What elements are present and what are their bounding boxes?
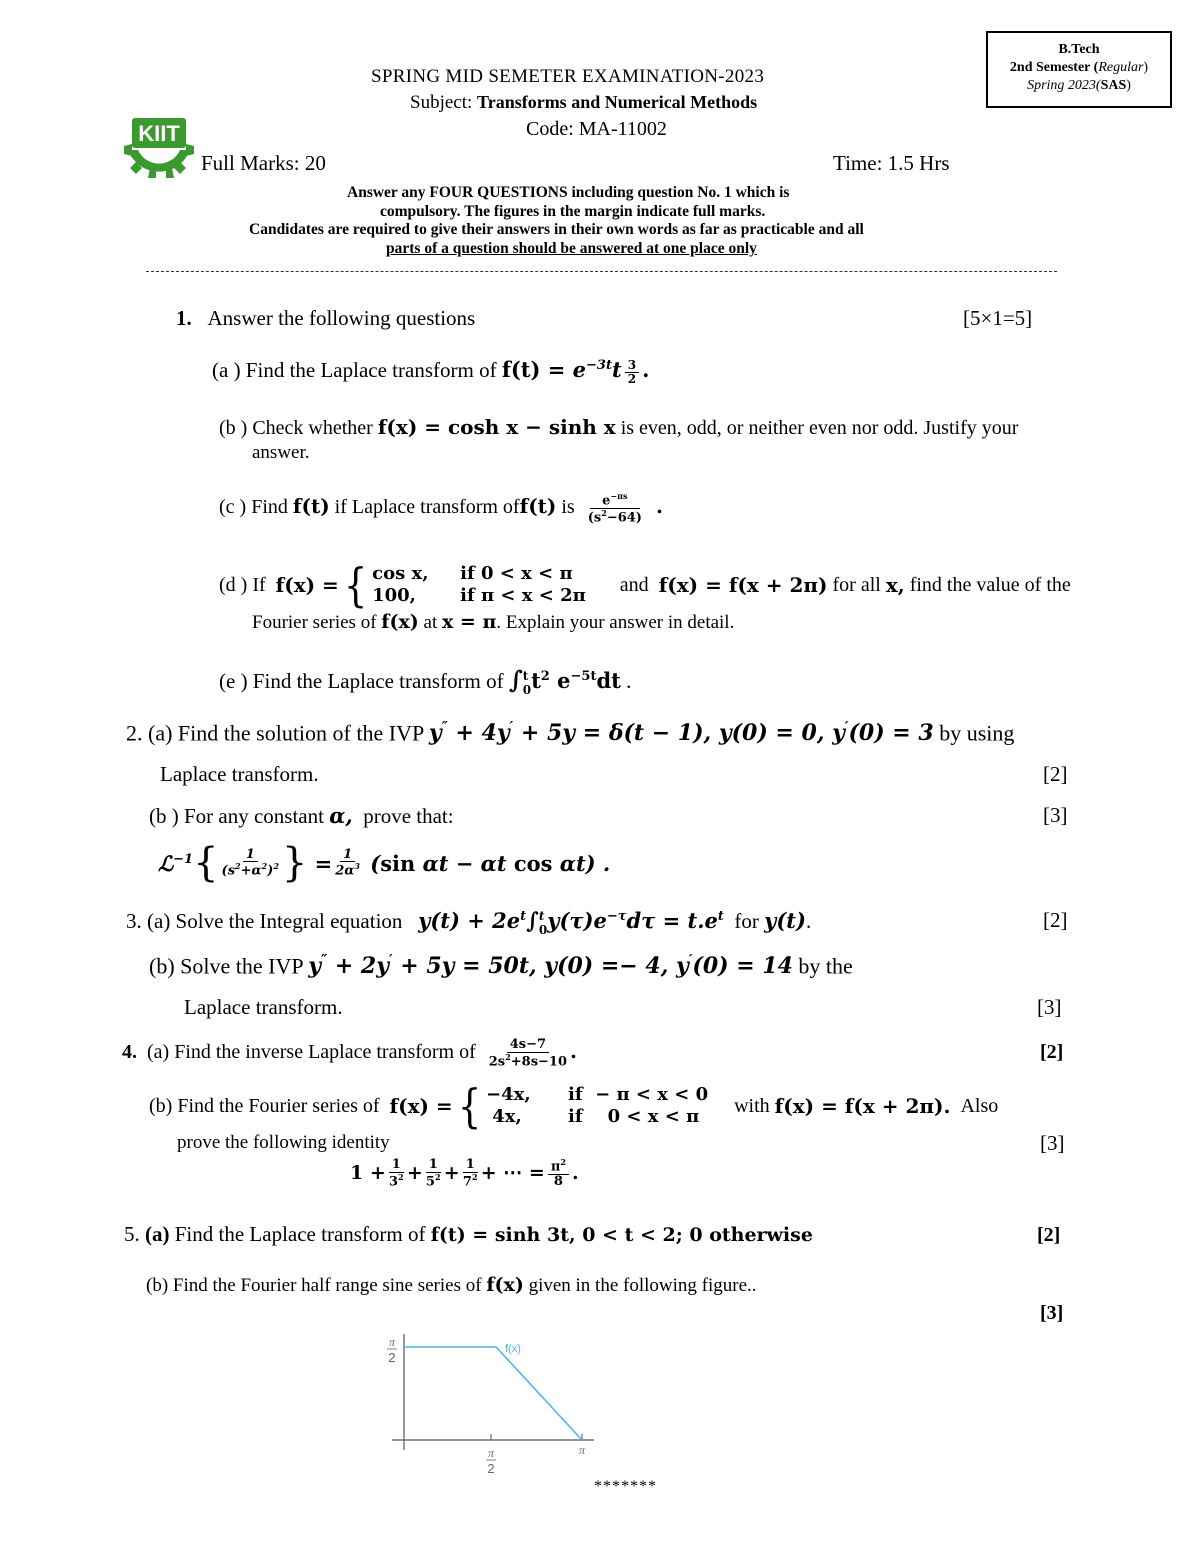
series-label: f(x) — [505, 1343, 521, 1355]
q1-part-b: (b ) Check whether f(x) = cosh x − sinh x is even, odd, or neither even nor odd. Justify your — [219, 415, 1019, 439]
q1-part-b-cont: answer. — [252, 442, 310, 463]
course-semester: 2nd Semester (Regular) — [1009, 60, 1149, 75]
q1-heading: 1. Answer the following questions — [176, 306, 476, 330]
instructions-line-4: parts of a question should be answered at one place only — [386, 240, 757, 257]
y-tick-num: π — [388, 1335, 396, 1349]
q2-identity: ℒ$^{-1}$ { $\frac{1}{(s^2+\alpha^2)^2}$ } = $\frac{1}{2\alpha^3}$ (sin αt − αt cos αt) . — [158, 840, 611, 886]
exam-title: SPRING MID SEMETER EXAMINATION-2023 — [371, 66, 765, 87]
q2-part-a-cont: Laplace transform. — [160, 762, 319, 786]
q1-part-c: (c ) Find f(t) if Laplace transform off(t) is $\frac{e^{-\pi s}}{(s^2-64)}$ . — [219, 491, 663, 526]
course-session: Spring 2023(SAS) — [1027, 78, 1131, 93]
kiit-logo-graphic — [114, 116, 204, 184]
exam-time: Time: 1.5 Hrs — [833, 151, 950, 175]
q3-part-b: (b) Solve the IVP y″ + 2y′ + 5y = 50t, y(0) =− 4, y′(0) = 14 by the — [149, 953, 853, 980]
q4-identity: 1 + $\frac{1}{3^2}$ + $\frac{1}{5^2}$ + $\frac{1}{7^2}$ + ⋯ = $\frac{\pi^2}{8}$ . — [350, 1157, 579, 1189]
q2-part-b: (b ) For any constant α, prove that: — [149, 803, 454, 828]
f-curve — [404, 1347, 582, 1440]
full-marks: Full Marks: 20 — [201, 151, 326, 175]
q1-part-d-cont: Fourier series of f(x) at x = π. Explain your answer in detail. — [252, 611, 735, 633]
q2-part-a: 2. (a) Find the solution of the IVP y″ + 4y′ + 5y = δ(t − 1), y(0) = 0, y′(0) = 3 by using — [126, 720, 1015, 747]
q4-part-a-marks: [2] — [1040, 1041, 1064, 1063]
q1-part-d: (d ) If f(x) = { cos x, if 0 < x < π 100, if π < x < 2π and f(x) = f(x + 2π) for all x, find the value of the — [219, 558, 1071, 612]
instructions-line-3: Candidates are required to give their answers in their own words as far as practicable and all — [249, 221, 864, 238]
q4-part-b-marks: [3] — [1040, 1131, 1065, 1155]
q4-part-a: 4. (a) Find the inverse Laplace transform of $\frac{4s-7}{2s^2+8s-10}$ . — [122, 1037, 577, 1069]
q3-part-a-marks: [2] — [1043, 908, 1068, 932]
q4-part-b-cont: prove the following identity — [177, 1132, 390, 1153]
q3-part-b-cont: Laplace transform. — [184, 995, 343, 1019]
q2-part-a-marks: [2] — [1043, 762, 1068, 786]
course-code: Code: MA-11002 — [526, 118, 667, 140]
q2-part-b-marks: [3] — [1043, 803, 1068, 827]
q1-part-a: (a ) Find the Laplace transform of $f(t) = e^{-3t}t$ $\frac{3}{2}$ . — [212, 357, 650, 386]
separator-line — [146, 271, 1057, 272]
subject-line: Subject: Transforms and Numerical Methods — [410, 92, 758, 113]
x-tick-mid-num: π — [487, 1446, 495, 1460]
x-tick-mid-den: 2 — [487, 1461, 495, 1476]
q5-part-a-marks: [2] — [1037, 1224, 1061, 1246]
q5-part-a: 5. (a) Find the Laplace transform of f(t) = sinh 3t, 0 < t < 2; 0 otherwise — [124, 1222, 813, 1246]
course-program: B.Tech — [1058, 42, 1100, 57]
q5-part-b-marks: [3] — [1040, 1302, 1064, 1324]
function-plot — [372, 1330, 612, 1480]
instructions-line-2: compulsory. The figures in the margin indicate full marks. — [380, 203, 766, 220]
course-box — [986, 31, 1172, 108]
instructions-line-1: Answer any FOUR QUESTIONS including question No. 1 which is — [347, 184, 790, 201]
end-stars: ******* — [594, 1478, 657, 1495]
q5-part-b: (b) Find the Fourier half range sine series of f(x) given in the following figure.. — [146, 1274, 757, 1296]
q3-part-a: 3. (a) Solve the Integral equation $y(t) + 2e^t\int$ t 0 $y(\tau)e^{-\tau}d\tau = t.e^t$ for y(t). — [126, 908, 812, 938]
logo-text: KIIT — [138, 121, 180, 146]
function-figure — [372, 1330, 612, 1480]
q1-part-e: (e ) Find the Laplace transform of ∫ t 0 $t^2$ $e^{-5t}dt$ . — [219, 665, 632, 698]
kiit-logo — [114, 116, 204, 184]
y-tick-den: 2 — [388, 1350, 396, 1365]
q3-part-b-marks: [3] — [1037, 995, 1062, 1019]
q4-part-b: (b) Find the Fourier series of f(x) = { −4x, if − π < x < 0 4x, if 0 < x < π with f(x) = f(x + 2π). Also — [149, 1079, 999, 1133]
x-tick-end-label: π — [578, 1443, 586, 1457]
q1-marks: [5×1=5] — [963, 306, 1033, 330]
